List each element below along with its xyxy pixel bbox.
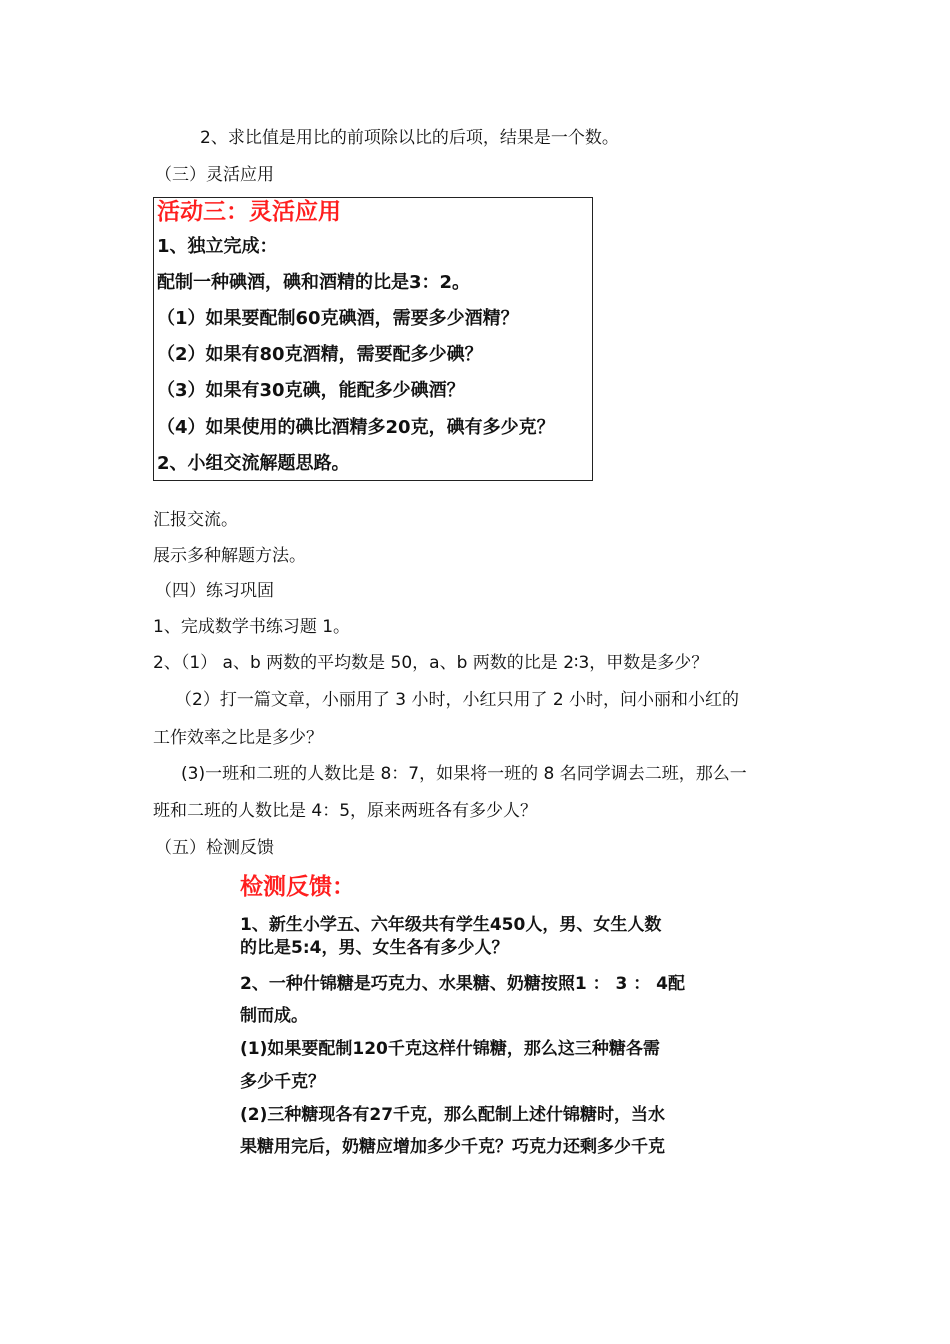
section-heading-4: （四）练习巩固	[155, 581, 274, 601]
feedback-question-1-line-1: 1、新生小学五、六年级共有学生450人，男、女生人数	[240, 915, 662, 935]
feedback-question-2-line-1: 2、一种什锦糖是巧克力、水果糖、奶糖按照1 ： 3 ： 4配	[240, 974, 685, 994]
exercise-2-question-2-line-2: 工作效率之比是多少？	[153, 728, 323, 748]
activity-box	[153, 197, 593, 481]
feedback-question-2b-line-2: 果糖用完后，奶糖应增加多少千克？巧克力还剩多少千克	[240, 1137, 665, 1157]
paragraph-show-methods: 展示多种解题方法。	[153, 546, 306, 566]
activity-question-4: （4）如果使用的碘比酒精多20克，碘有多少克？	[157, 417, 555, 438]
paragraph-ratio-value: 2、求比值是用比的前项除以比的后项，结果是一个数。	[200, 128, 619, 148]
exercise-2-question-3-line-1: (3)一班和二班的人数比是 8：7，如果将一班的 8 名同学调去二班，那么一	[181, 764, 747, 784]
exercise-1: 1、完成数学书练习题 1。	[153, 617, 351, 637]
feedback-question-2b-line-1: (2)三种糖现各有27千克，那么配制上述什锦糖时，当水	[240, 1105, 666, 1125]
feedback-question-2-line-2: 制而成。	[240, 1006, 308, 1026]
feedback-question-2a-line-1: (1)如果要配制120千克这样什锦糖，那么这三种糖各需	[240, 1039, 660, 1059]
activity-intro: 配制一种碘酒，碘和酒精的比是3：2。	[157, 272, 471, 293]
feedback-title: 检测反馈：	[240, 874, 355, 900]
paragraph-report: 汇报交流。	[153, 510, 238, 530]
exercise-2-question-2-line-1: （2）打一篇文章，小丽用了 3 小时，小红只用了 2 小时，问小丽和小红的	[175, 690, 740, 710]
activity-item-2: 2、小组交流解题思路。	[157, 453, 350, 474]
feedback-question-2a-line-2: 多少千克？	[240, 1072, 325, 1092]
feedback-question-1-line-2: 的比是5:4，男、女生各有多少人？	[240, 938, 509, 958]
activity-item-1: 1、独立完成：	[157, 236, 278, 257]
section-heading-5: （五）检测反馈	[155, 838, 274, 858]
activity-question-3: （3）如果有30克碘，能配多少碘酒？	[157, 380, 465, 401]
exercise-2-question-1: 2、（1） a、b 两数的平均数是 50，a、b 两数的比是 2∶3，甲数是多少？	[153, 653, 709, 673]
activity-question-1: （1）如果要配制60克碘酒，需要多少酒精？	[157, 308, 519, 329]
section-heading-3: （三）灵活应用	[155, 165, 274, 185]
activity-title: 活动三：灵活应用	[157, 199, 341, 225]
exercise-2-question-3-line-2: 班和二班的人数比是 4：5，原来两班各有多少人？	[153, 801, 538, 821]
activity-question-2: （2）如果有80克酒精，需要配多少碘？	[157, 344, 483, 365]
